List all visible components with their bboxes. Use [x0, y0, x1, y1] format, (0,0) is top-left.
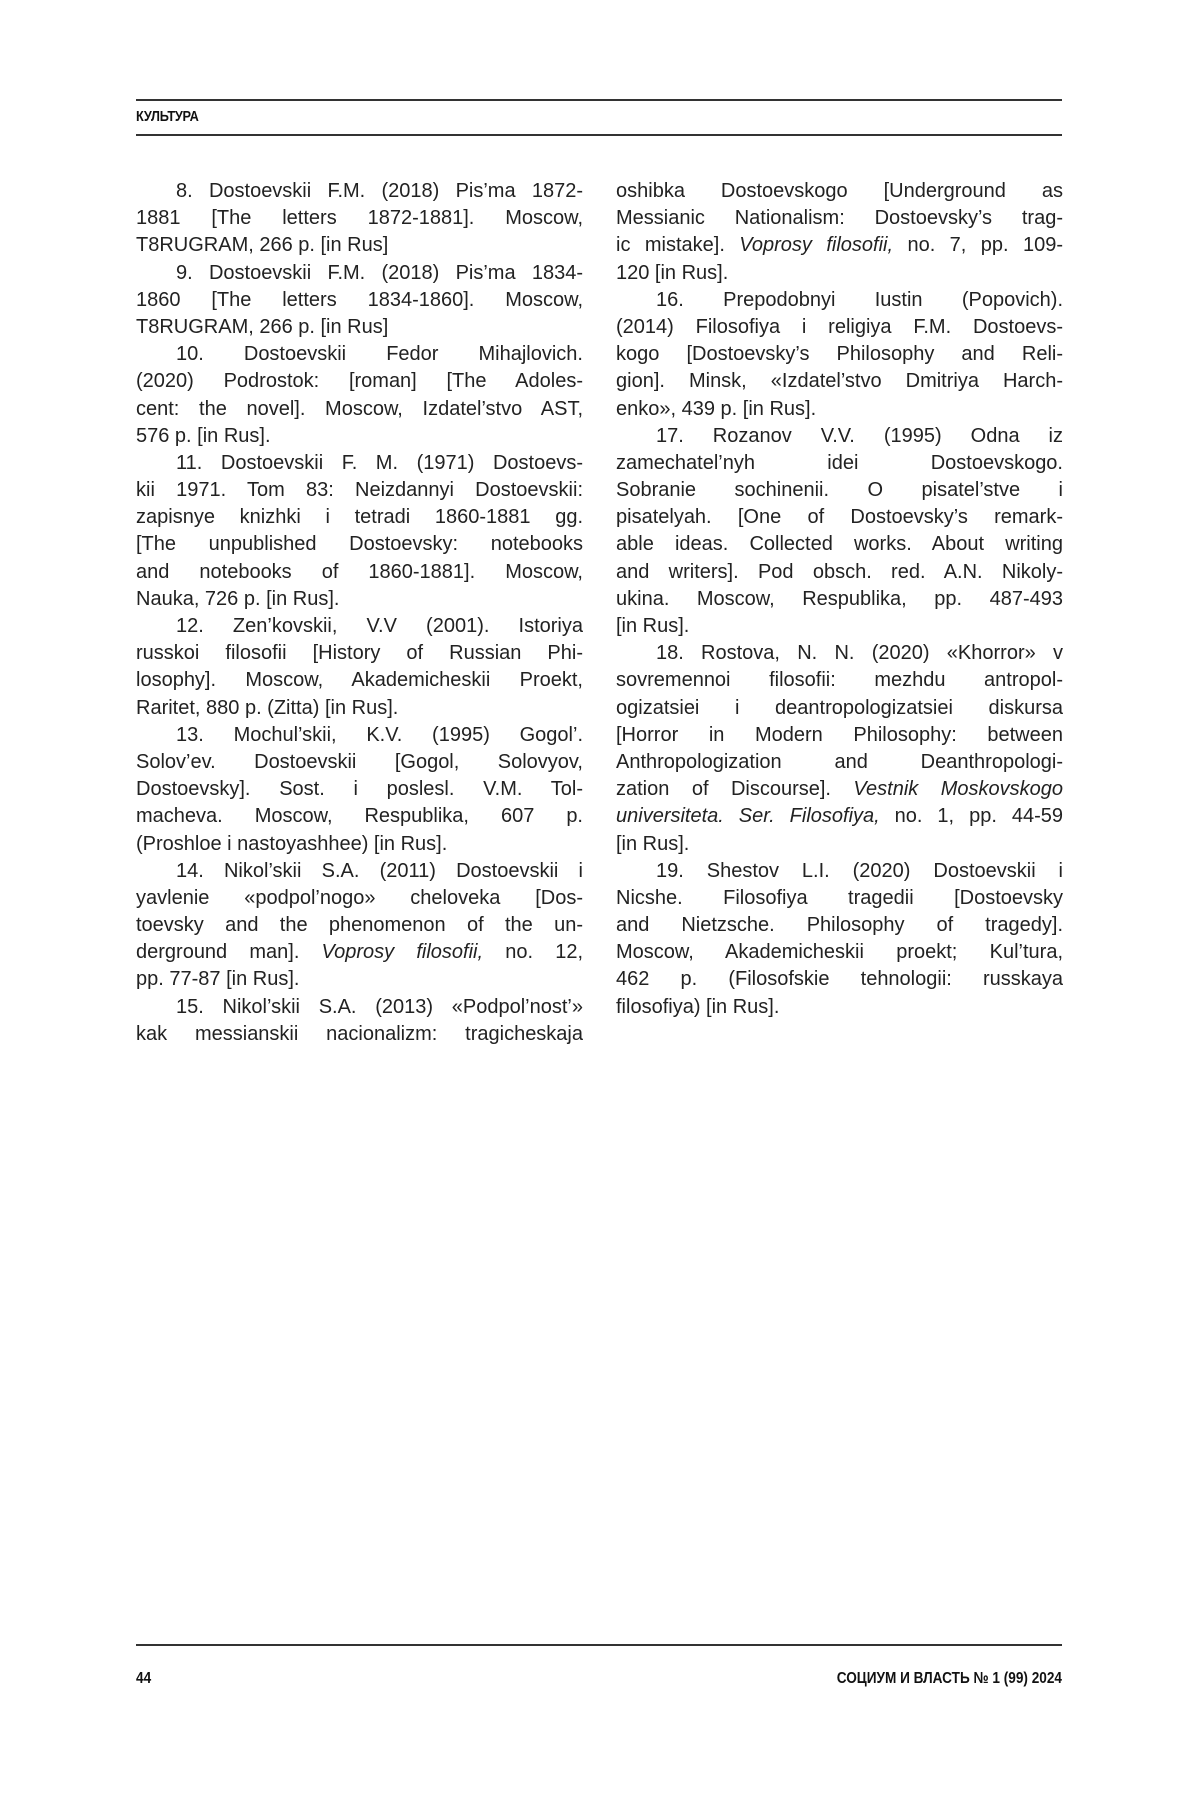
reference-line: derground man]. Voprosy filosofii, no. 12,: [136, 941, 583, 964]
reference-line: pisatelyah. [One of Dostoevsky’s remark-: [616, 506, 1063, 529]
reference-line: 11. Dostoevskii F. M. (1971) Dostoevs-: [176, 451, 583, 474]
reference-line: 8. Dostoevskii F.M. (2018) Pis’ma 1872-: [176, 180, 583, 202]
reference-line: 19. Shestov L.I. (2020) Dostoevskii i: [656, 859, 1063, 882]
reference-entry: [136, 613, 583, 722]
references-column-left: [136, 178, 583, 1048]
reference-line: Anthropologization and Deanthropologi-: [616, 750, 1063, 773]
reference-line: sovremennoi filosofii: mezhdu antropol-: [616, 669, 1063, 692]
header-bottom-rule: [136, 134, 1062, 136]
reference-line: 12. Zen’kovskii, V.V (2001). Istoriya: [176, 615, 583, 637]
reference-line: kii 1971. Tom 83: Neizdannyi Dostoevskii:: [136, 479, 583, 502]
reference-line: zapisnye knizhki i tetradi 1860-1881 gg.: [136, 506, 583, 529]
reference-line: 9. Dostoevskii F.M. (2018) Pis’ma 1834-: [176, 261, 583, 284]
reference-line: yavlenie «podpol’nogo» cheloveka [Dos-: [136, 886, 583, 909]
running-header-section: КУЛЬТУРА: [136, 108, 199, 125]
reference-line: losophy]. Moscow, Akademicheskii Proekt,: [136, 669, 583, 692]
reference-line: Nicshe. Filosofiya tragedii [Dostoevsky: [616, 886, 1063, 909]
reference-line: Moscow, Akademicheskii proekt; Kul’tura,: [616, 941, 1063, 964]
journal-title-italic: Voprosy filosofii,: [739, 234, 894, 257]
reference-line: kogo [Dostoevsky’s Philosophy and Reli-: [616, 343, 1063, 366]
references-column-right: [616, 178, 1063, 1021]
reference-line: zamechatel’nyh idei Dostoevskogo.: [616, 451, 1063, 474]
reference-line: filosofiya) [in Rus].: [616, 995, 780, 1018]
reference-line: [Horror in Modern Philosophy: between: [616, 723, 1063, 746]
reference-line: ukina. Moscow, Respublika, pp. 487-493: [616, 587, 1063, 610]
reference-line: russkoi filosofii [History of Russian Phi-: [136, 642, 583, 665]
reference-line: 13. Mochul’skii, K.V. (1995) Gogol’.: [176, 723, 583, 746]
reference-line: macheva. Moscow, Respublika, 607 p.: [136, 805, 583, 828]
reference-entry: [136, 178, 583, 260]
reference-entry: [136, 260, 583, 342]
reference-line: oshibka Dostoevskogo [Underground as: [616, 180, 1063, 202]
reference-entry: [136, 994, 583, 1048]
reference-entry: [616, 858, 1063, 1021]
reference-line: Raritet, 880 p. (Zitta) [in Rus].: [136, 696, 399, 719]
footer-rule: [136, 1644, 1062, 1646]
reference-line: ic mistake]. Voprosy filosofii, no. 7, pp. 109-: [616, 234, 1063, 257]
reference-line: 1860 [The letters 1834-1860]. Moscow,: [136, 288, 583, 311]
reference-line: Dostoevsky]. Sost. i poslesl. V.M. Tol-: [136, 778, 583, 801]
page-number: 44: [136, 1670, 152, 1687]
journal-title-italic: universiteta. Ser. Filosofiya,: [616, 805, 880, 828]
reference-line: (2020) Podrostok: [roman] [The Adoles-: [136, 370, 583, 393]
reference-line: 16. Prepodobnyi Iustin (Popovich).: [656, 288, 1063, 311]
journal-title-italic: Voprosy filosofii,: [321, 941, 484, 964]
reference-line: gion]. Minsk, «Izdatel’stvo Dmitriya Harch-: [616, 370, 1063, 393]
reference-entry: [616, 287, 1063, 423]
reference-line: [in Rus].: [616, 832, 690, 855]
reference-line: and writers]. Pod obsch. red. A.N. Nikoly-: [616, 560, 1063, 583]
journal-title: СОЦИУМ И ВЛАСТЬ № 1 (99) 2024: [836, 1670, 1062, 1687]
reference-line: T8RUGRAM, 266 p. [in Rus]: [136, 315, 389, 338]
reference-line: 120 [in Rus].: [616, 261, 729, 284]
reference-line: and Nietzsche. Philosophy of tragedy].: [616, 914, 1063, 937]
reference-line: 15. Nikol’skii S.A. (2013) «Podpol’nost’»: [176, 995, 583, 1018]
reference-line: (2014) Filosofiya i religiya F.M. Dostoevs-: [616, 315, 1063, 338]
reference-line: 462 p. (Filosofskie tehnologii: russkaya: [616, 968, 1063, 991]
reference-line: kak messianskii nacionalizm: tragicheskaja: [136, 1022, 583, 1045]
reference-line: (Proshloe i nastoyashhee) [in Rus].: [136, 832, 448, 855]
reference-entry: [616, 640, 1063, 858]
reference-line: ogizatsiei i deantropologizatsiei diskursa: [616, 696, 1063, 719]
reference-line: 18. Rostova, N. N. (2020) «Khorror» v: [656, 642, 1063, 665]
reference-line: Messianic Nationalism: Dostoevsky’s trag-: [616, 207, 1063, 230]
reference-line: [The unpublished Dostoevsky: notebooks: [136, 533, 583, 556]
reference-line: Nauka, 726 p. [in Rus].: [136, 587, 340, 610]
reference-entry: [136, 450, 583, 613]
reference-line: and notebooks of 1860-1881]. Moscow,: [136, 560, 583, 583]
reference-entry: [136, 858, 583, 994]
journal-title-italic: Vestnik Moskovskogo: [853, 778, 1063, 801]
reference-entry: [136, 341, 583, 450]
reference-entry: [616, 423, 1063, 641]
reference-line: 17. Rozanov V.V. (1995) Odna iz: [656, 424, 1063, 447]
reference-line: 1881 [The letters 1872-1881]. Moscow,: [136, 207, 583, 230]
reference-line: T8RUGRAM, 266 p. [in Rus]: [136, 234, 389, 257]
reference-entry: [616, 178, 1063, 287]
reference-line: toevsky and the phenomenon of the un-: [136, 914, 583, 937]
reference-line: pp. 77-87 [in Rus].: [136, 968, 300, 991]
reference-line: 10. Dostoevskii Fedor Mihajlovich.: [176, 343, 583, 366]
reference-line: universiteta. Ser. Filosofiya, no. 1, pp. 44-59: [616, 805, 1063, 828]
reference-line: zation of Discourse]. Vestnik Moskovskogo: [616, 778, 1063, 801]
reference-line: Sobranie sochinenii. O pisatel’stve i: [616, 479, 1063, 502]
reference-entry: [136, 722, 583, 858]
reference-line: Solov’ev. Dostoevskii [Gogol, Solovyov,: [136, 750, 583, 773]
reference-line: able ideas. Collected works. About writing: [616, 533, 1063, 556]
reference-line: [in Rus].: [616, 615, 690, 637]
reference-line: cent: the novel]. Moscow, Izdatel’stvo AST,: [136, 397, 583, 420]
reference-line: 14. Nikol’skii S.A. (2011) Dostoevskii i: [176, 859, 583, 882]
reference-line: enko», 439 p. [in Rus].: [616, 397, 817, 420]
header-top-rule: [136, 99, 1062, 101]
reference-line: 576 p. [in Rus].: [136, 424, 271, 447]
